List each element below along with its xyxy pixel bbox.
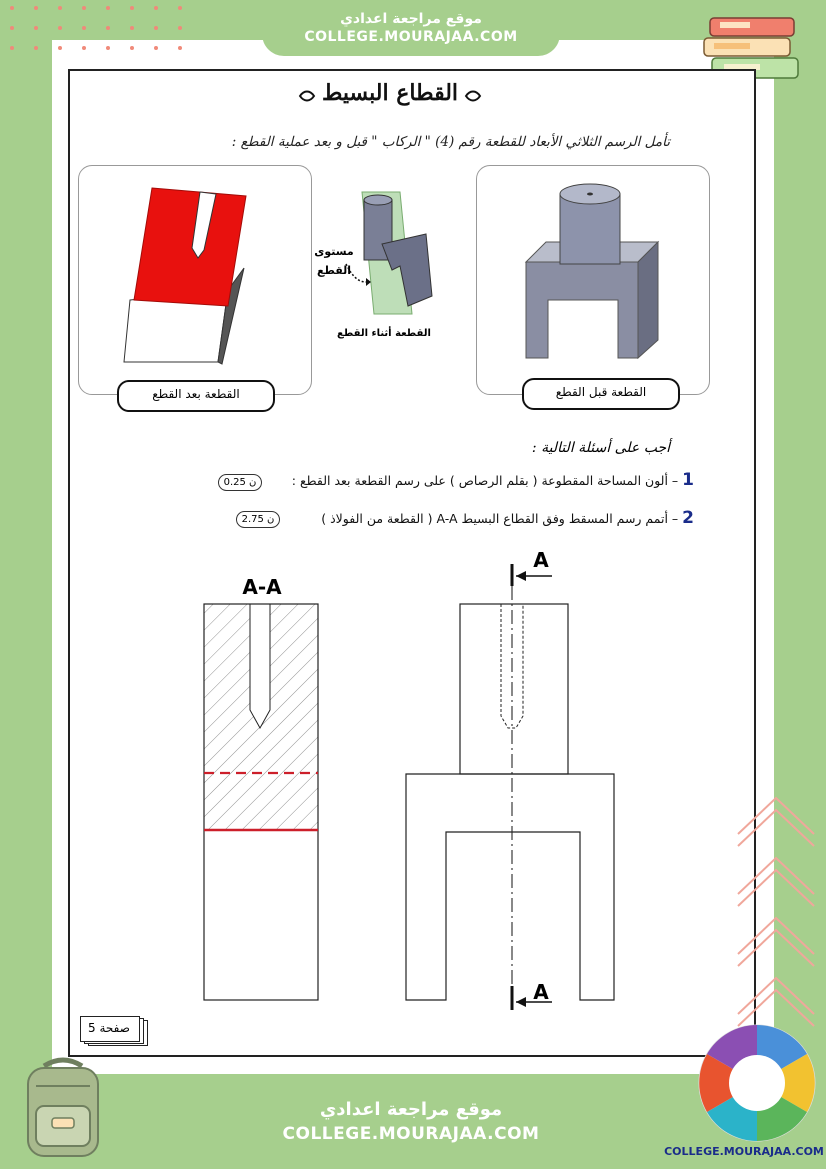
question-1-number: 1 (682, 470, 694, 490)
subjects-wheel-logo (696, 1022, 818, 1144)
decorative-dots (4, 2, 204, 52)
question-2 (284, 508, 694, 528)
page-number: صفحة 5 (88, 1021, 130, 1035)
question-2-text: – أتمم رسم المسقط وفق القطاع البسيط A-A ( القطعة من الفولاذ ) (321, 511, 679, 526)
section-label: A-A (242, 575, 282, 599)
header-tab (262, 0, 560, 56)
page-number-badge (80, 1016, 146, 1044)
question-1-points: 0.25 ن (218, 474, 262, 491)
cutting-plane-figure (352, 186, 436, 320)
after-cut-figure (118, 186, 258, 368)
questions-heading: أجب على أسئلة التالية : (531, 440, 670, 456)
section-view-drawing (200, 600, 324, 1004)
arrow-label-top: A (533, 548, 549, 572)
backpack-icon (14, 1056, 112, 1164)
frame-left (0, 0, 52, 1169)
plane-label-2: القطع (316, 264, 352, 277)
dotted-arrow-icon (344, 262, 372, 288)
footer-arabic: موقع مراجعة اعدادي (319, 1099, 503, 1120)
before-cut-figure (520, 180, 666, 366)
front-view-drawing (400, 556, 620, 1012)
arrow-label-bottom: A (533, 980, 549, 1004)
question-2-points: 2.75 ن (236, 511, 280, 528)
before-cut-label: القطعة قبل القطع (522, 378, 680, 410)
during-cut-label: القطعة أثناء القطع (337, 328, 431, 339)
chevrons-icon (730, 790, 822, 1030)
header-arabic: موقع مراجعة اعدادي (340, 11, 482, 27)
plane-label-1: مستوى (314, 245, 354, 258)
header-latin: COLLEGE.MOURAJAA.COM (304, 29, 518, 45)
footer-latin: COLLEGE.MOURAJAA.COM (282, 1124, 540, 1144)
footer-brand: COLLEGE.MOURAJAA.COM (664, 1145, 824, 1158)
question-1-text: – ألون المساحة المقطوعة ( بقلم الرصاص ) على رسم القطعة بعد القطع : (291, 473, 679, 488)
footer-tab (262, 1075, 560, 1169)
question-1 (270, 470, 694, 490)
after-cut-label: القطعة بعد القطع (117, 380, 275, 412)
question-2-number: 2 (682, 508, 694, 528)
page-title: القطاع البسيط (321, 80, 459, 106)
intro-text: تأمل الرسم الثلاثي الأبعاد للقطعة رقم (4) " الركاب " قبل و بعد عملية القطع : (231, 134, 670, 150)
